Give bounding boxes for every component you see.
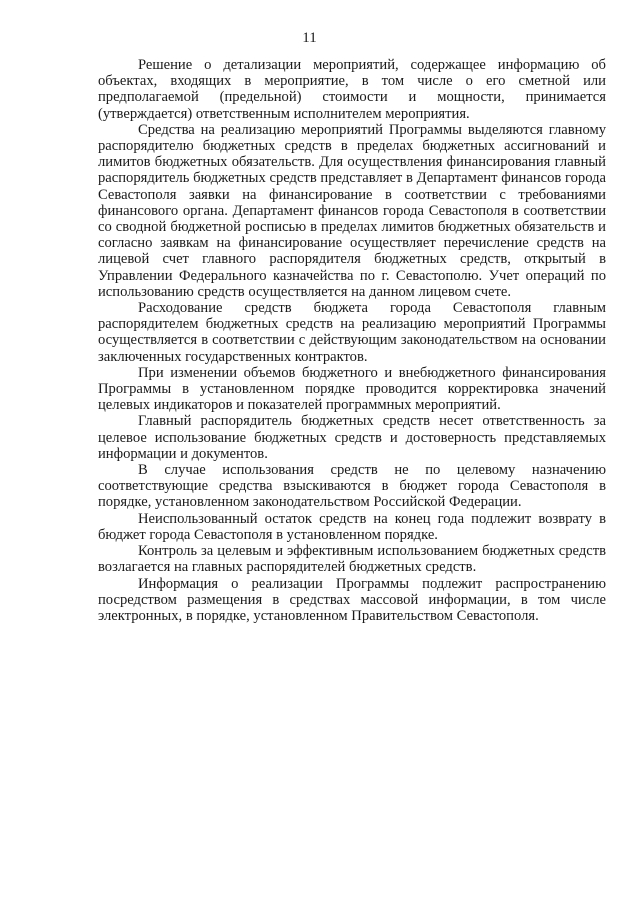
paragraph-unused-balance: Неиспользованный остаток средств на конец года подлежит возврату в бюджет города Севастополя в установленном порядке.: [98, 510, 606, 543]
document-body: [98, 57, 606, 624]
paragraph-detailing-decision: Решение о детализации мероприятий, содержащее информацию об объектах, входящих в мероприятие, в том числе о его сметной или предполагаемой (предельной) стоимости и мощности, принимается (утверждается) ответственным исполнителем мероприятия.: [98, 57, 606, 122]
paragraph-information: Информация о реализации Программы подлежит распространению посредством размещения в средствах массовой информации, в том числе электронных, в порядке, установленном Правительством Севастополя.: [98, 575, 606, 624]
paragraph-budget-spending: Расходование средств бюджета города Севастополя главным распорядителем бюджетных средств на реализацию мероприятий Программы осуществляется в соответствии с действующим законодательством на основании заключенных государственных контрактов.: [98, 300, 606, 365]
paragraph-funds-allocation: Средства на реализацию мероприятий Программы выделяются главному распорядителю бюджетных средств в пределах бюджетных ассигнований и лимитов бюджетных обязательств. Для осуществления финансирования главный распорядитель бюджетных средств представляет в Департамент финансов города Севастополя заявки на финансирование в соответствии с требованиями финансового органа. Департамент финансов города Севастополя в соответствии со сводной бюджетной росписью в пределах лимитов бюджетных обязательств и согласно заявкам на финансирование осуществляет перечисление средств на лицевой счет главного распорядителя бюджетных средств, открытый в Управлении Федерального казначейства по г. Севастополю. Учет операций по использованию средств осуществляется на данном лицевом счете.: [98, 121, 606, 300]
page-number: 11: [302, 30, 317, 46]
paragraph-control: Контроль за целевым и эффективным использованием бюджетных средств возлагается на главных распорядителей бюджетных средств.: [98, 543, 606, 576]
paragraph-funding-changes: При изменении объемов бюджетного и внебюджетного финансирования Программы в установленном порядке проводится корректировка значений целевых индикаторов и показателей программных мероприятий.: [98, 364, 606, 414]
paragraph-misuse: В случае использования средств не по целевому назначению соответствующие средства взыскиваются в бюджет города Севастополя в порядке, установленном законодательством Российской Федерации.: [98, 462, 606, 511]
paragraph-responsibility: Главный распорядитель бюджетных средств несет ответственность за целевое использование бюджетных средств и достоверность представляемых информации и документов.: [98, 413, 606, 462]
